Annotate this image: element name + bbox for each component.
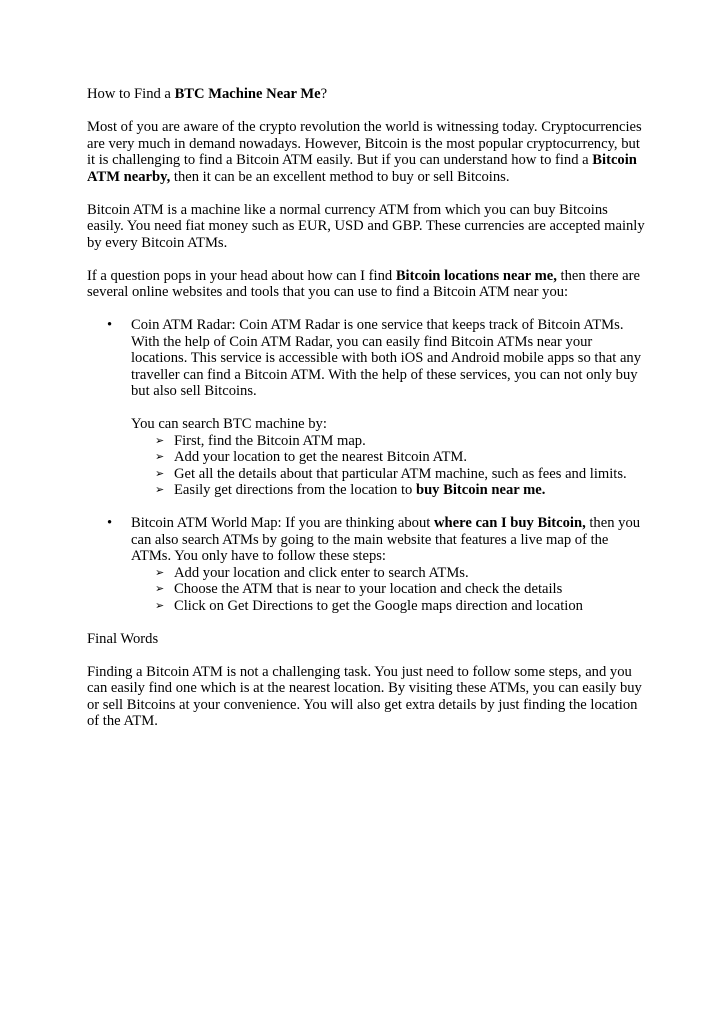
arrow-icon: ➢ <box>155 598 165 612</box>
intro-paragraph: Most of you are aware of the crypto revolution the world is witnessing today. Cryptocurrencies are very much in demand nowadays. However, Bitcoin is the most popular cryptocurrency, but it is challenging to find a Bitcoin ATM easily. But if you can understand how to find a Bitcoin ATM nearby, then it can be an excellent method to buy or sell Bitcoins. <box>87 119 642 185</box>
search-steps-list <box>87 433 647 499</box>
document-body <box>87 86 647 730</box>
bullet-icon: • <box>107 515 113 531</box>
list-item: ➢ Easily get directions from the location to buy Bitcoin near me. <box>155 482 546 498</box>
bullet-item-world-map: • Bitcoin ATM World Map: If you are thinking about where can I buy Bitcoin, then you can also search ATMs by going to the main website that features a live map of the ATMs. You only have to follow these steps: <box>107 515 641 564</box>
list-item: ➢ Get all the details about that particular ATM machine, such as fees and limits. <box>155 465 627 482</box>
document-title: How to Find a BTC Machine Near Me? <box>87 86 328 102</box>
arrow-icon: ➢ <box>155 450 165 463</box>
list-item: ➢ Add your location to get the nearest Bitcoin ATM. <box>155 449 468 465</box>
bullet-item-coin-atm-radar: • Coin ATM Radar: Coin ATM Radar is one service that keeps track of Bitcoin ATMs. With the help of Coin ATM Radar, you can easily find Bitcoin ATMs near your locations. This service is accessible with both iOS and Android mobile apps so that any traveller can find a Bitcoin ATM. With the help of these services, you can not only buy but also sell Bitcoins. <box>107 317 642 399</box>
arrow-icon: ➢ <box>155 582 165 595</box>
bullet-icon: • <box>107 317 113 333</box>
arrow-icon: ➢ <box>155 433 165 447</box>
list-item: ➢ Choose the ATM that is near to your location and check the details <box>155 581 563 597</box>
search-intro: You can search BTC machine by: <box>131 416 327 432</box>
arrow-icon: ➢ <box>155 466 165 480</box>
where-buy-bold: where can I buy Bitcoin, <box>433 515 586 531</box>
list-item: ➢ Add your location and click enter to search ATMs. <box>155 564 469 581</box>
final-words-heading: Final Words <box>87 630 159 647</box>
atm-definition-paragraph: Bitcoin ATM is a machine like a normal currency ATM from which you can buy Bitcoins easily. You need fiat money such as EUR, USD and GBP. These currencies are accepted mainly by every Bitcoin ATMs. <box>87 201 645 251</box>
intro-bold: Bitcoin ATM nearby, <box>87 152 637 185</box>
list-item: ➢ First, find the Bitcoin ATM map. <box>155 432 366 449</box>
directions-bold: buy Bitcoin near me. <box>415 482 546 498</box>
list-item: ➢ Click on Get Directions to get the Google maps direction and location <box>155 597 583 614</box>
final-paragraph: Finding a Bitcoin ATM is not a challenging task. You just need to follow some steps, and you can easily find one which is at the nearest location. By visiting these ATMs, you can easily buy or sell Bitcoins at your convenience. You will also get extra details by just finding the location of the ATM. <box>87 663 642 729</box>
arrow-icon: ➢ <box>155 483 165 496</box>
find-locations-paragraph: If a question pops in your head about how can I find Bitcoin locations near me, then there are several online websites and tools that you can use to find a Bitcoin ATM near you: <box>87 267 640 300</box>
map-steps-list <box>87 565 647 615</box>
locations-bold: Bitcoin locations near me, <box>395 267 557 284</box>
arrow-icon: ➢ <box>155 565 165 579</box>
title-bold: BTC Machine Near Me <box>174 86 321 102</box>
